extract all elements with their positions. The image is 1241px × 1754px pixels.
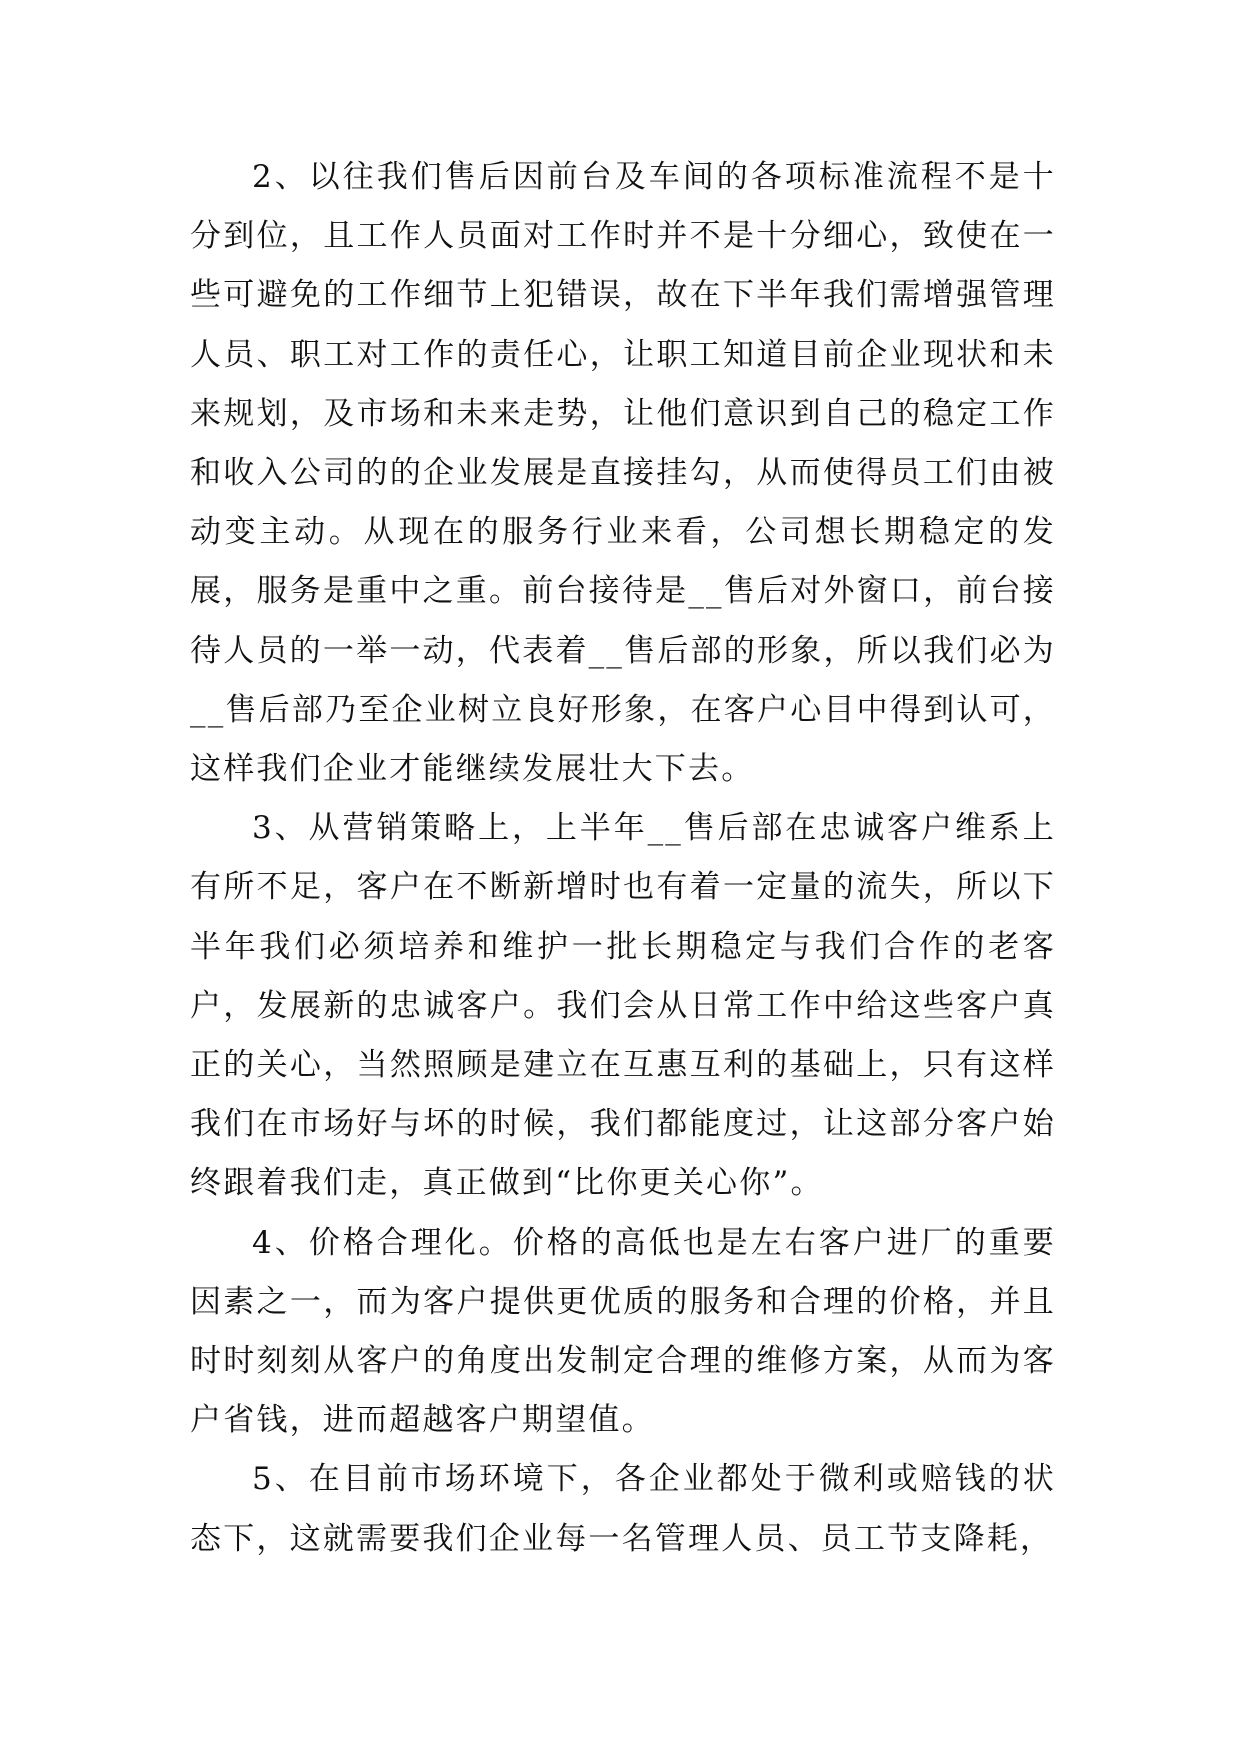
paragraph-4: 4、价格合理化。价格的高低也是左右客户进厂的重要因素之一，而为客户提供更优质的服务和合理的价格，并且时时刻刻从客户的角度出发制定合理的维修方案，从而为客户省钱，进而超越客户期望值。 <box>190 1224 1056 1439</box>
paragraph-3: 3、从营销策略上，上半年__售后部在忠诚客户维系上有所不足，客户在不断新增时也有着一定量的流失，所以下半年我们必须培养和维护一批长期稳定与我们合作的老客户，发展新的忠诚客户。我们会从日常工作中给这些客户真正的关心，当然照顾是建立在互惠互利的基础上，只有这样我们在市场好与坏的时候，我们都能度过，让这部分客户始终跟着我们走，真正做到“比你更关心你”。 <box>190 810 1056 1202</box>
paragraph-2: 2、以往我们售后因前台及车间的各项标准流程不是十分到位，且工作人员面对工作时并不是十分细心，致使在一些可避免的工作细节上犯错误，故在下半年我们需增强管理人员、职工对工作的责任心，让职工知道目前企业现状和未来规划，及市场和未来走势，让他们意识到自己的稳定工作和收入公司的的企业发展是直接挂勾，从而使得员工们由被动变主动。从现在的服务行业来看，公司想长期稳定的发展，服务是重中之重。前台接待是__售后对外窗口，前台接待人员的一举一动，代表着__售后部的形象，所以我们必为__售后部乃至企业树立良好形象，在客户心目中得到认可，这样我们企业才能继续发展壮大下去。 <box>190 159 1056 788</box>
paragraph-5: 5、在目前市场环境下，各企业都处于微利或赔钱的状态下，这就需要我们企业每一名管理人员、员工节支降耗， <box>190 1461 1056 1557</box>
document-body <box>190 148 1056 1569</box>
